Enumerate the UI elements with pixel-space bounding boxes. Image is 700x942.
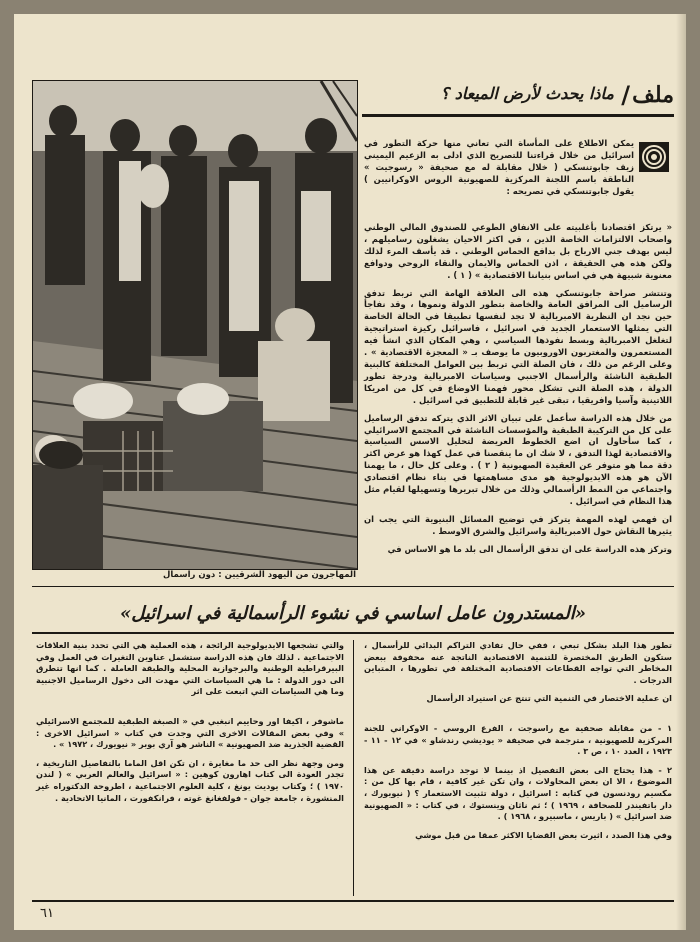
body-paragraph: ان عملية الاختصار في التنمية التي تنتج عن استيراد الرأسمال [426, 693, 672, 704]
page-number: ٦١ [40, 906, 54, 921]
divider-rule [32, 586, 674, 587]
intro-paragraph: وتنتشر صراحة جابوتنسكي هذه الى العلاقة الهامة التي تربط تدفق الرساميل الى المرافق العامة والخاصة بتطور الدولة ونموها ، وقد نفاجأ حين نجد ان النظرية الامبريالية لا تجد لنفسها تطبيقا في الحالة الخاصة التي يمثلها الاستعمار الجديد في اسرائيل ، فاسرائيل ركيزة استراتيجية لتغلغل الامبريالية وبسط نفوذها السياسي ، وهي المكان الذي انشأ فيه المستعمرون والمغتربون الاوروبيون ما يوصف بـ « المعجزة الاقتصادية » . وعلى الرغم من ذلك ، فان الصلة التي تربط بين العوامل المختلفة كالبنية الطبقية الناشئة والرأسمال الاجنبي وسياسات الامبريالية ودرجة تطور الدولة ، هذه الصلة التي تشكل محور فهمنا الاوضاع في كل من امريكا اللاتينية وآسيا وافريقيا ، تبقى غير قابلة للتطبيق في اسرائيل . [364, 287, 672, 405]
page-spine-shadow [676, 14, 686, 930]
footnote: ١ - من مقابلة صحفية مع راسوجت ، الفرع الروسي - الاوكراني للجنة المركزية للصهيونية ، مترجمة في صحيفة « يوديشي رندشاو » في ١٢ - ١١ - ١٩٢٣ ، العدد ١٠ ، ص ٣ . [364, 722, 672, 757]
footnote: ماشوفر ، اكيفا اور وحاييم انبغبي في « الصبغة الطبقية للمجتمع الاسرائيلي » وفي بعض المقالات الاخرى التي وجدت في كتاب « اسرائيل الاخرى : القضية الجذرية ضد الصهيونية » الناشر هو آري بوبر « نيويورك ، ١٩٧٢ » . [36, 715, 344, 750]
body-paragraph: والتي تشجعها الايديولوجية الرائجة ، هذه العملية هي التي تحدد بنية العلاقات الاجتماعية . لذلك فان هذه الدراسة ستشمل عناوين التغيرات في العمل وفي البيرقراطية الوطنية والبرجوازية المحلية والطبقة العاملة . كما انها تتطرق الى دور الدولة : ما هي السياسات التي مهدت الى دخول الرساميل الاجنبية وما هي السياسات التي اتبعت على اثر [36, 640, 344, 697]
footnote: وفي هذا الصدد ، اثيرت بعض القضايا الاكثر عمقا من قبل موشي [415, 829, 672, 840]
intro-column-wide [364, 222, 672, 562]
intro-column [364, 138, 634, 204]
photo-caption: المهاجرون من اليهود الشرقيين : دون راسمال [162, 570, 356, 580]
intro-paragraph: « يرتكز اقتصادنا بأغلبيته على الانفاق الطوعي للصندوق المالي الوطني واصحاب الالتزامات الخاصة الذين ، في اكثر الاحيان يشغلون رساميلهم ، ليس بهدف جني الارباح بل بدافع الحماس الوطني . قد يأسف المرء لذلك ولكن هذه هي الحقيقة ، اذن الحماس والايمان والنقاء الروحي ودوافع معنوية شبيهة هي في اساس بنياننا الاقتصادية » ( ١ ) . [364, 222, 672, 280]
page-title: ماذا يحدث لأرض الميعاد ؟ [440, 84, 614, 103]
intro-paragraph: يمكن الاطلاع على المأساة التي تعاني منها حركة التطور في اسرائيل من خلال قراءتنا للتصريح الذي ادلى به الزعيم اليميني زيف جابوتنسكي ( خلال مقابلة له مع صحيفة « رسوجيت » الناطقة باسم اللجنة المركزية للصهيونية الروس الاوكرانيين ) يقول جابوتنسكي في تصريحه : [364, 138, 634, 196]
footnote: ومن وجهة نظر الى حد ما مغايرة ، ان تكن اقل الماما بالتفاصيل التاريخية ، تجدر العودة الى كتاب اهارون كوهين : « اسرائيل والعالم العربي » ( لندن ١٩٧٠ ) ؛ وكتاب يوديت يونغ ، كلية العلوم الاجتماعية ، اطروحة الدكتوراه غير المنشورة ، جامعة جوان - فولفغانغ غوته ، فرانكفورت ، المانيا الاتحادية . [36, 757, 344, 803]
column-rule [353, 640, 354, 896]
intro-paragraph: من خلال هذه الدراسة سأعمل على تبيان الاثر الذي يتركه تدفق الرساميل على كل من التركيبة الطبقية والمؤسسات الناشئة في المجتمع الاسرائيلي ، كما سأحاول ان اضع الخطوط العريضة لتحليل الاسس السياسية والاقتصادية لهذا التدفق ، لا شك ان ما ينقصنا في عمل كهذا هو عرض اكثر دقة مما هو متوفر عن العقيدة الصهيونية ( ٢ ) . وعلى كل حال ، ما يهمنا الآن هو هذه الايديولوجية هو مدى مساهمتها في بناء نظام اقتصادي واجتماعي من النمط الرأسمالي وذلك من خلال تبريرها وتسهيلها لقيام مثل هذا النظام في اسرائيل . [364, 412, 672, 506]
magazine-page [14, 14, 686, 930]
intro-paragraph: ان فهمي لهذه المهمة يتركز في توضيح المسائل البنيوية التي يجب ان يثيرها النقاش حول الامبريالية واسرائيل والشرق الاوسط . [364, 513, 672, 536]
section-header [362, 82, 674, 112]
target-icon [639, 142, 669, 172]
header-slash: / [621, 81, 630, 109]
pull-quote-title: «المستدرون عامل اساسي في نشوء الرأسمالية في اسرائيل» [119, 603, 587, 624]
photo-illustration [33, 81, 357, 569]
file-logo: ملف [632, 82, 674, 108]
header-rule [362, 114, 674, 117]
footnote: ٢ - هذا يحتاج الى بعض التفصيل اذ بينما لا توجد دراسة دقيقة عن هذا الموضوع ، الا ان بعض المحاولات ، وان تكن غير كافية ، قام بها كل من : مكسيم رودنسون في كتابه : اسرائيل ، دولة تثبيت الاستعمار ؟ ( نيويورك ، دار باتفيندر للصحافة ، ١٩٦٩ ) ؛ ثم ناثان وينستوك ، في كتاب : « الصهيونية ضد اسرائيل » ( باريس ، ماسبيرو ، ١٩٦٨ ) . [364, 764, 672, 822]
footer-rule [32, 900, 674, 902]
lower-right-column [364, 640, 672, 848]
photo-immigrants [32, 80, 358, 570]
divider-rule [32, 632, 674, 634]
lower-left-column [36, 640, 344, 811]
intro-paragraph: وتركز هذه الدراسة على ان تدفق الرأسمال الى بلد ما هو الاساس في [387, 543, 672, 554]
body-paragraph: تطور هذا البلد بشكل تبعي ، ففي حال تفادي التراكم البدائي للرأسمال ، ستكون الطريق المختصرة للتنمية الاقتصادية الناتجة عنه محفوفة ببعض المخاطر التي تواجه القطاعات الاقتصادية المختلفة في تطورها ، المتباين الدرجات . [364, 640, 672, 685]
